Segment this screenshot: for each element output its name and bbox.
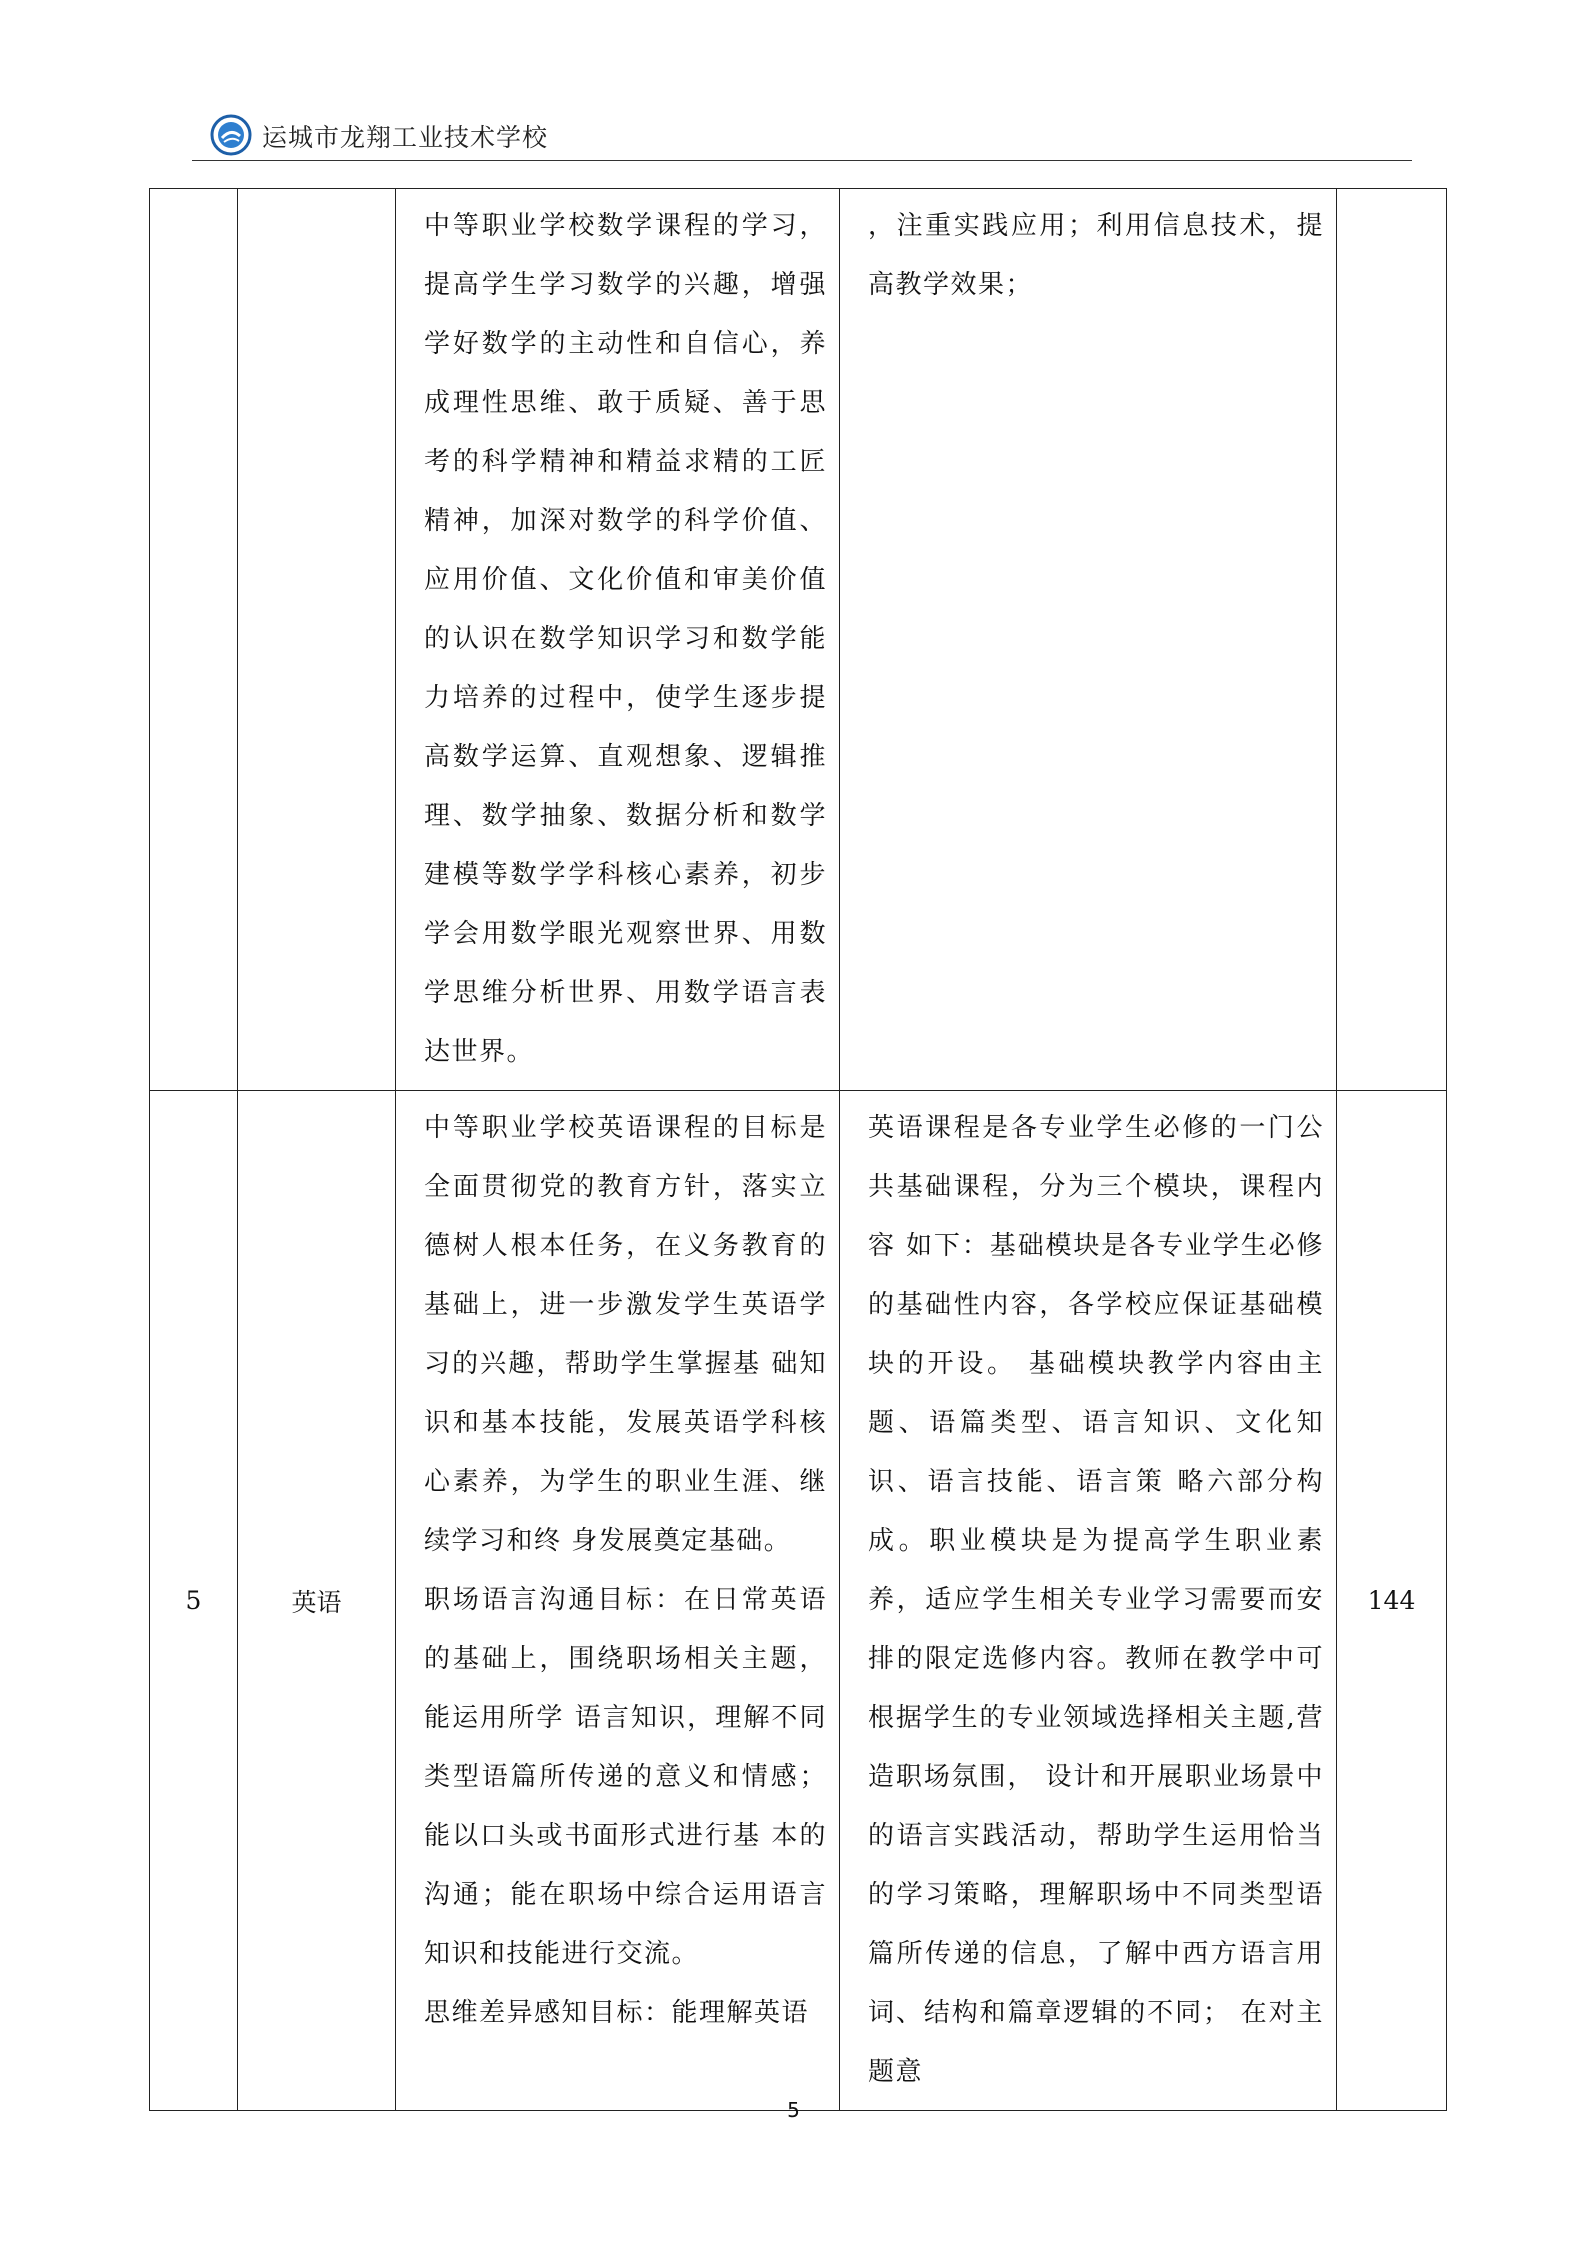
course-goal-cell (396, 189, 840, 1091)
course-hours-cell (1337, 189, 1447, 1091)
course-goal-cell (396, 1091, 840, 2111)
page-number: 5 (787, 2098, 800, 2122)
school-name: 运城市龙翔工业技术学校 (262, 123, 549, 152)
content-paragraph: 英语课程是各专业学生必修的一门公共基础课程，分为三个模块，课程内容 如下：基础模块是各专业学生必修的基础性内容，各学校应保证基础模块的开设。 基础模块教学内容由主题、语篇类型、语言知识、文化知识、语言技能、语言策 略六部分构成。职业模块是为提高学生职业素养，适应学生相关专业学习需要而安排的限定选修内容。教师在教学中可根据学生的专业领域选择相关主题,营造职场氛围， 设计和开展职业场景中的语言实践活动，帮助学生运用恰当的学习策略，理解职场中不同类型语篇所传递的信息，了解中西方语言用词、结构和篇章逻辑的不同； 在对主题意 (868, 1113, 1324, 2087)
table-row (150, 189, 1447, 1091)
course-number-cell (150, 189, 238, 1091)
goal-paragraph: 思维差异感知目标：能理解英语 (424, 1998, 810, 2028)
content-paragraph: ，注重实践应用；利用信息技术，提高教学效果； (868, 211, 1324, 300)
course-name-cell: 英语 (238, 1091, 396, 2111)
goal-paragraph: 职场语言沟通目标：在日常英语的基础上，围绕职场相关主题，能运用所学 语言知识，理解不同类型语篇所传递的意义和情感；能以口头或书面形式进行基 本的沟通；能在职场中综合运用语言知识和技能进行交流。 (424, 1585, 827, 1969)
course-number-cell: 5 (150, 1091, 238, 2111)
table-row (150, 1091, 1447, 2111)
goal-paragraph: 中等职业学校数学课程的学习，提高学生学习数学的兴趣，增强学好数学的主动性和自信心，养成理性思维、敢于质疑、善于思考的科学精神和精益求精的工匠精神，加深对数学的科学价值、应用价值、文化价值和审美价值的认识在数学知识学习和数学能力培养的过程中，使学生逐步提高数学运算、直观想象、逻辑推理、数学抽象、数据分析和数学建模等数学学科核心素养，初步学会用数学眼光观察世界、用数学思维分析世界、用数学语言表达世界。 (424, 211, 827, 1067)
header-rule (192, 160, 1412, 161)
course-hours-cell: 144 (1337, 1091, 1447, 2111)
course-content-cell (840, 189, 1337, 1091)
course-content-cell (840, 1091, 1337, 2111)
course-name-cell (238, 189, 396, 1091)
curriculum-table (149, 188, 1447, 2111)
school-logo-icon (210, 114, 252, 156)
goal-paragraph: 中等职业学校英语课程的目标是全面贯彻党的教育方针，落实立德树人根本任务，在义务教育的基础上，进一步激发学生英语学习的兴趣，帮助学生掌握基 础知识和基本技能，发展英语学科核心素养，为学生的职业生涯、继续学习和终 身发展奠定基础。 (424, 1113, 827, 1556)
page-header (192, 110, 1412, 164)
